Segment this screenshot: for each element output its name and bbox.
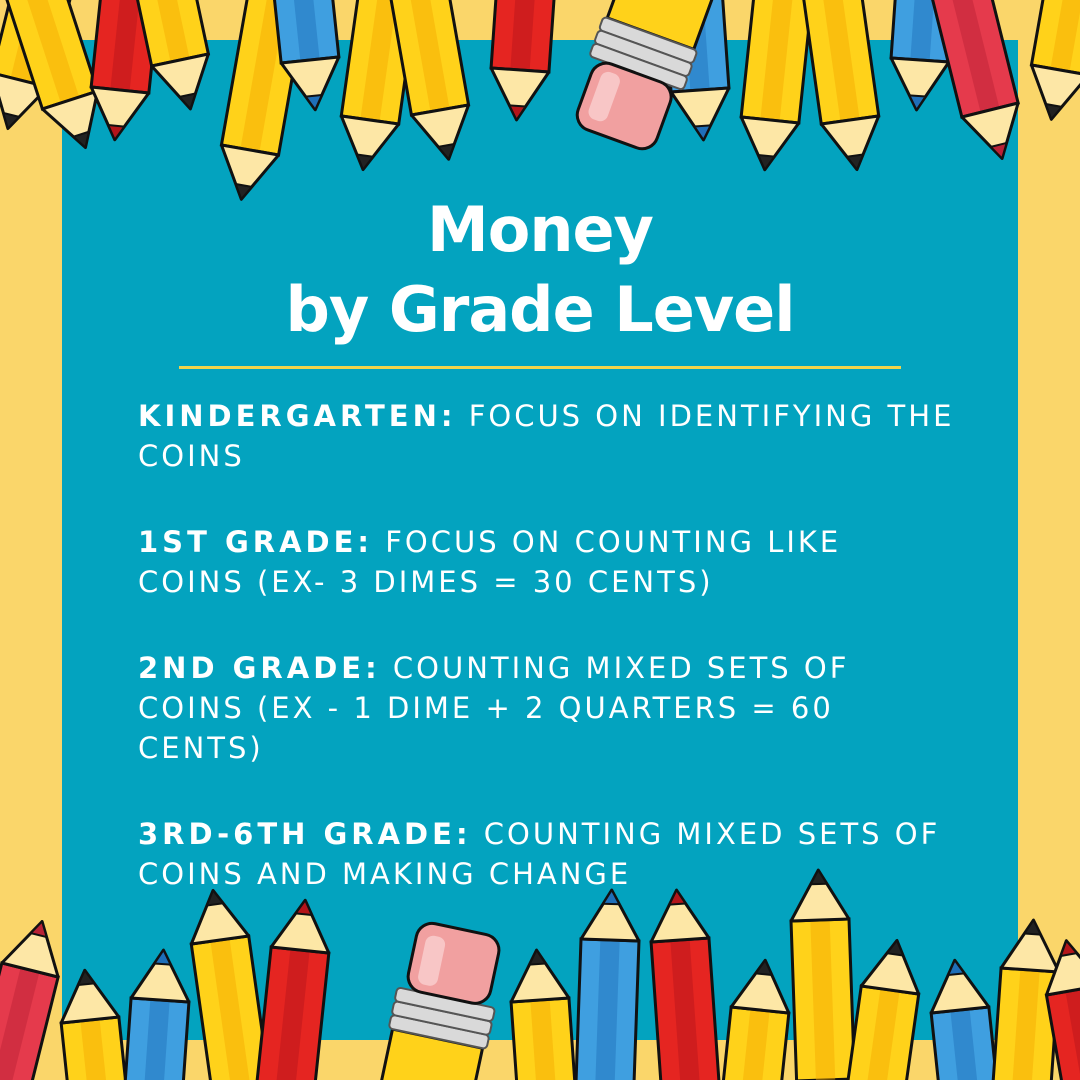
pencil-icon [736,0,816,173]
pencil-icon [1023,0,1080,124]
title-line-2: by Grade Level [285,273,795,346]
grade-description: FOCUS ON COUNTING LIKE COINS (EX- 3 DIMES = 30 CENTS) [138,525,842,599]
grade-list [138,396,958,940]
grade-label: KINDERGARTEN: [138,399,457,433]
grade-item-1st [138,522,958,602]
grade-item-2nd [138,648,958,768]
pencil-icon [120,948,193,1080]
grade-description: COUNTING MIXED SETS OF COINS (EX - 1 DIME + 2 QUARTERS = 60 CENTS) [138,651,850,765]
title-line-1: Money [427,193,653,266]
title-divider [179,366,901,369]
pencil-icon [0,914,70,1080]
grade-description: FOCUS ON IDENTIFYING THE COINS [138,399,955,473]
eraser-icon [565,0,766,156]
pencil-icon [56,967,136,1080]
grade-label: 3RD-6TH GRADE: [138,817,472,851]
grade-label: 2ND GRADE: [138,651,381,685]
pencil-icon [923,0,1030,166]
pencil-icon [488,0,561,122]
grade-label: 1ST GRADE: [138,525,373,559]
pencil-icon [508,948,581,1080]
grade-item-kindergarten [138,396,958,476]
grade-item-3rd-6th [138,814,958,894]
page-title [140,190,940,350]
top-pencil-border [0,0,1080,200]
pencil-icon [799,0,886,174]
grade-description: COUNTING MIXED SETS OF COINS AND MAKING CHANGE [138,817,941,891]
eraser-icon [347,919,510,1080]
pencil-icon [714,957,794,1080]
